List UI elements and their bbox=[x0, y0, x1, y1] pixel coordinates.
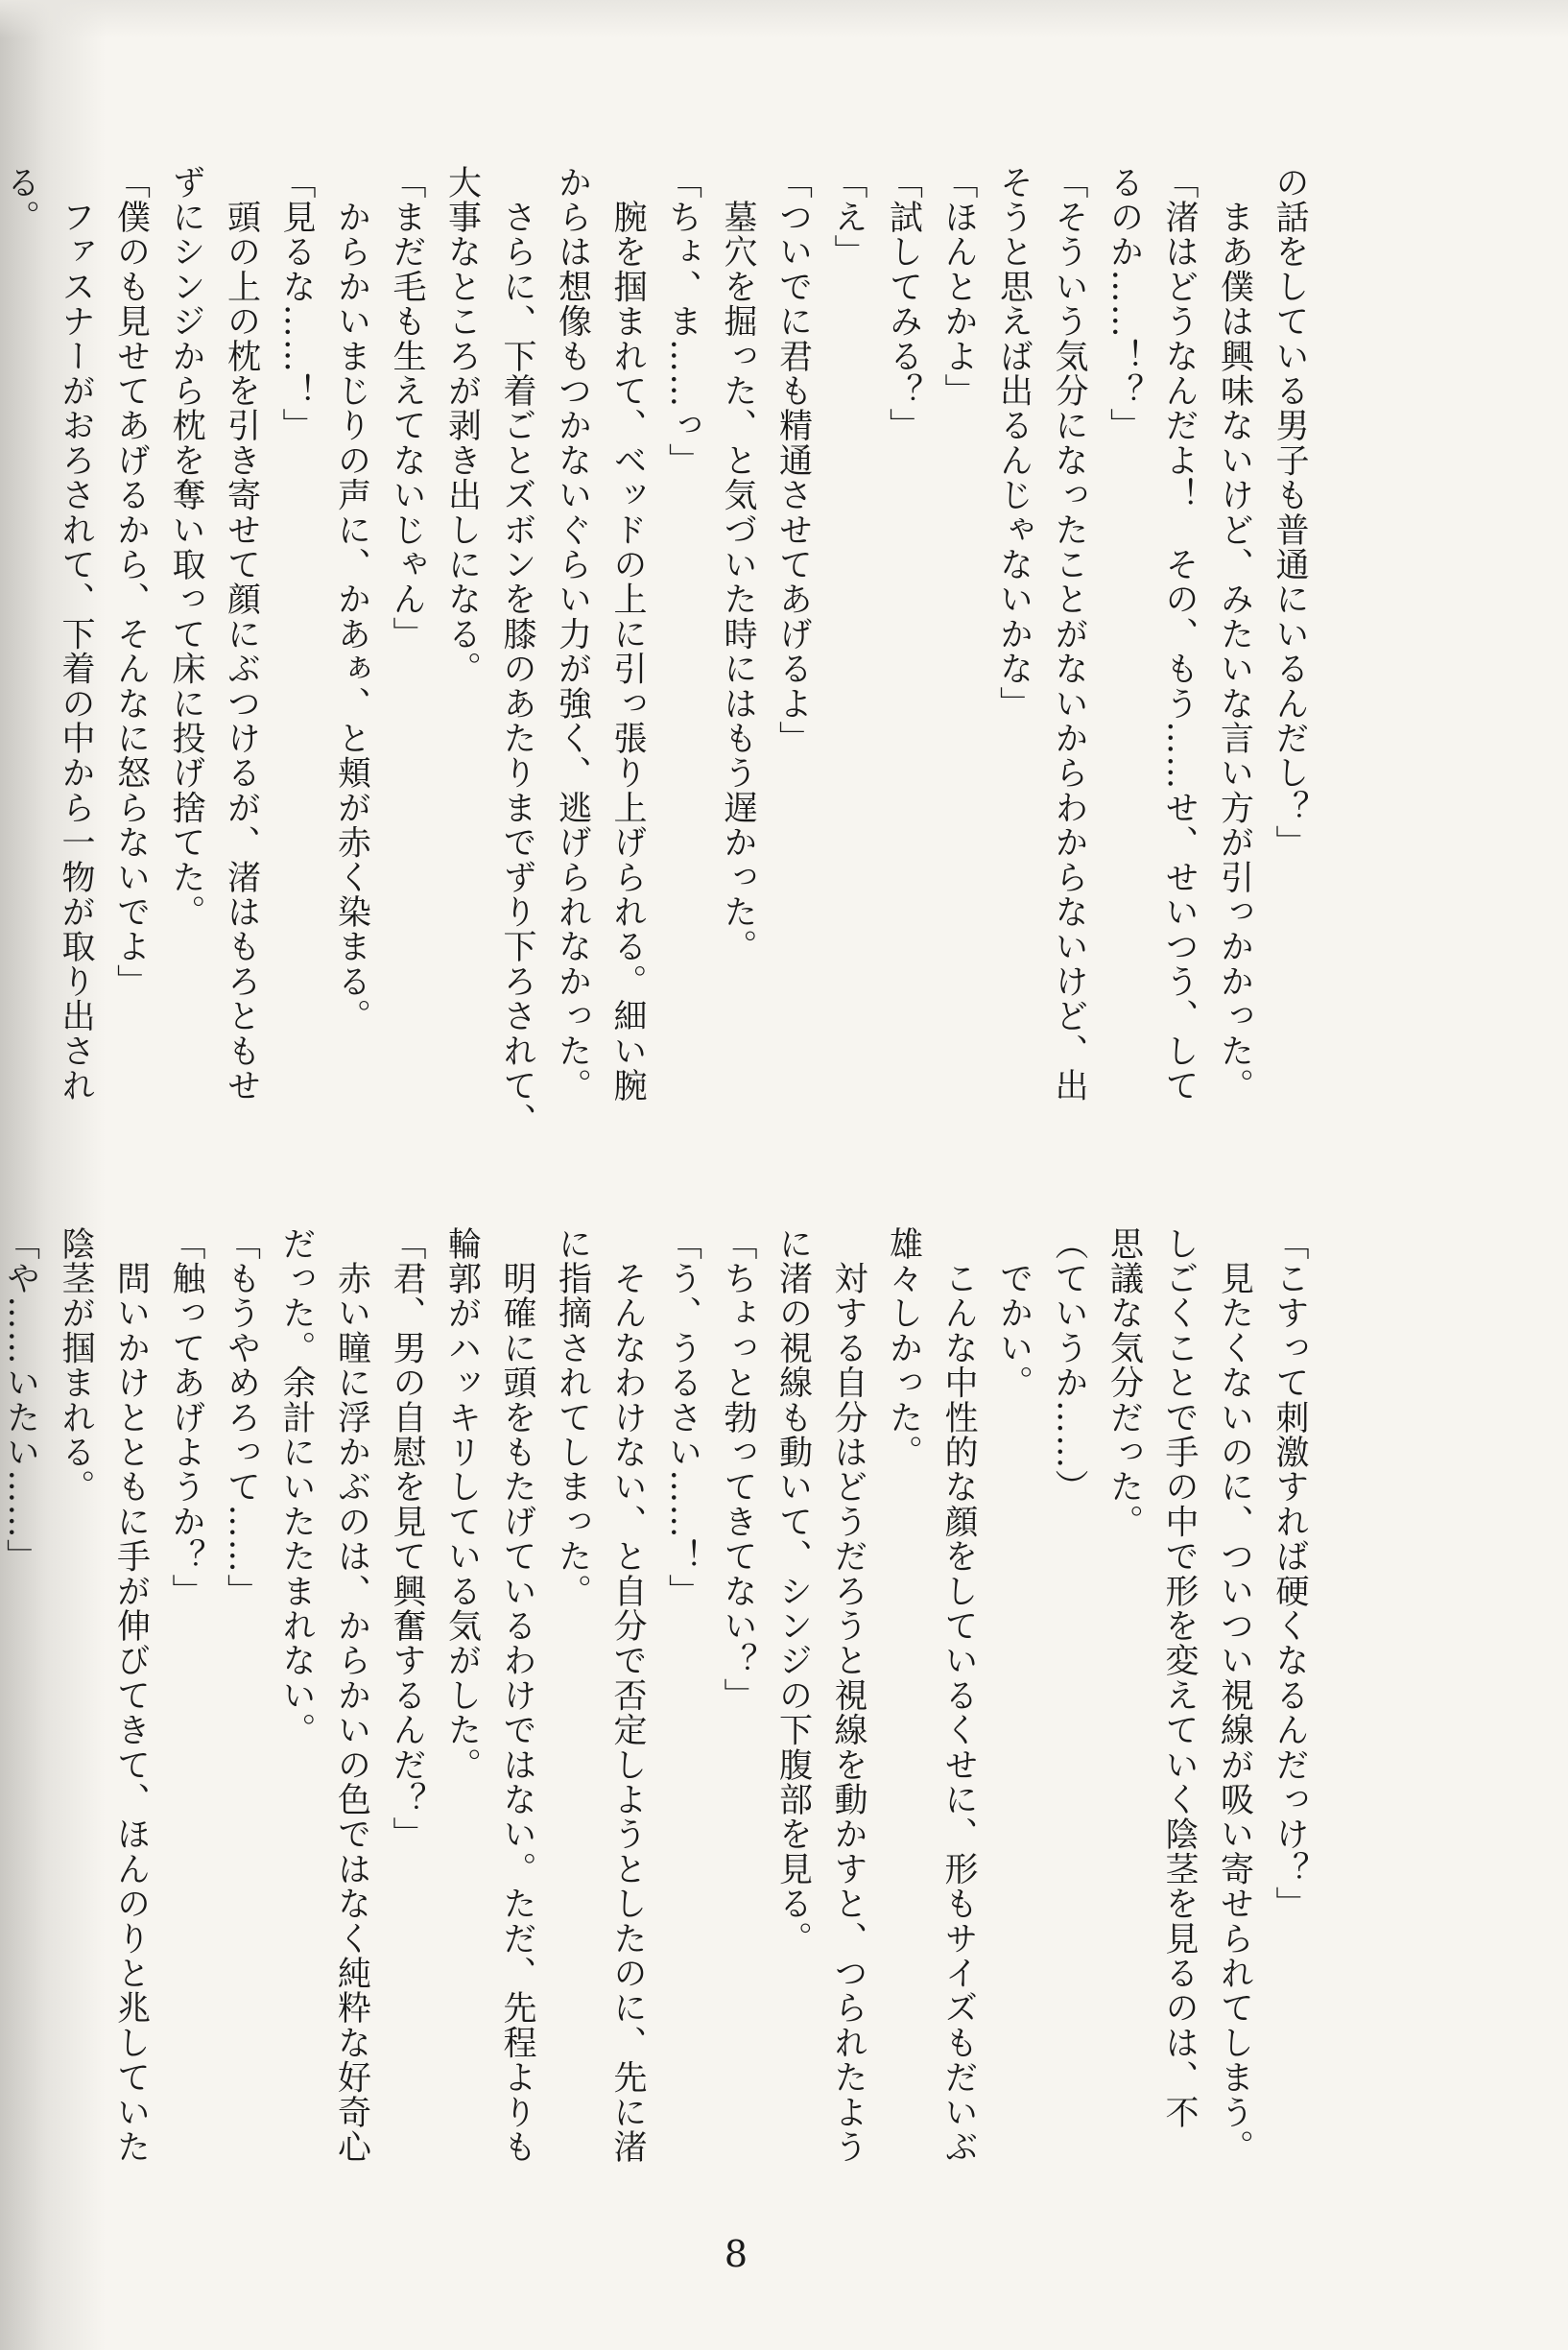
text-line: だった。余計にいたたまれない。 bbox=[277, 1226, 316, 1747]
text-line: こんな中性的な顔をしているくせに、形もサイズもだいぶ bbox=[939, 1226, 978, 2165]
text-line: 「君、男の自慰を見て興奮するんだ？」 bbox=[388, 1226, 426, 1852]
text-line: でかい。 bbox=[994, 1226, 1033, 1400]
text-line: （ていうか……） bbox=[1050, 1226, 1088, 1505]
text-line: 「触ってあげようか？」 bbox=[167, 1226, 205, 1609]
text-line: 「ついでに君も精通させてあげるよ」 bbox=[773, 165, 813, 756]
text-line: まあ僕は興味ないけど、みたいな言い方が引っかかった。 bbox=[1215, 165, 1254, 1104]
text-line: 「う、うるさい……！」 bbox=[663, 1226, 702, 1609]
text-line: からは想像もつかないぐらい力が強く、逃げられなかった。 bbox=[553, 165, 592, 1104]
text-line: 陰茎が掴まれる。 bbox=[57, 1226, 95, 1505]
page-number: 8 bbox=[724, 2233, 748, 2275]
text-line: 大事なところが剥き出しになる。 bbox=[442, 165, 482, 686]
text-line: しごくことで手の中で形を変えていく陰茎を見るのは、不 bbox=[1160, 1226, 1199, 2130]
text-line: 雄々しかった。 bbox=[884, 1226, 923, 1470]
text-line: に指摘されてしまった。 bbox=[553, 1226, 592, 1609]
lower-text-column-block bbox=[0, 1226, 1317, 2215]
text-line: 「こすって刺激すれば硬くなるんだっけ？」 bbox=[1271, 1226, 1309, 1921]
text-line: 「や……いたい……」 bbox=[1, 1226, 40, 1574]
text-line: ずにシンジから枕を奪い取って床に投げ捨てた。 bbox=[167, 165, 205, 930]
text-line: からかいまじりの声に、かあぁ、と頬が赤く染まる。 bbox=[332, 165, 371, 1033]
text-line: 「試してみる？」 bbox=[884, 165, 923, 443]
text-line: 対する自分はどうだろうと視線を動かすと、つられたよう bbox=[829, 1226, 867, 2165]
text-line: 明確に頭をもたげているわけではない。ただ、先程よりも bbox=[498, 1226, 536, 2165]
text-line: 「まだ毛も生えてないじゃん」 bbox=[388, 165, 426, 652]
text-line: 「え」 bbox=[829, 165, 867, 270]
text-line: そうと思えば出るんじゃないかな」 bbox=[994, 165, 1033, 722]
text-line: る。 bbox=[1, 165, 40, 235]
text-line: 墓穴を掘った、と気づいた時にはもう遅かった。 bbox=[719, 165, 757, 964]
text-line: 「僕のも見せてあげるから、そんなに怒らないでよ」 bbox=[111, 165, 151, 999]
text-line: 腕を掴まれて、ベッドの上に引っ張り上げられる。細い腕 bbox=[608, 165, 647, 1104]
text-line: 問いかけとともに手が伸びてきて、ほんのりと兆していた bbox=[111, 1226, 151, 2165]
text-line: 頭の上の枕を引き寄せて顔にぶつけるが、渚はもろともせ bbox=[222, 165, 261, 1104]
text-line: 「ちょっと勃ってきてない？」 bbox=[719, 1226, 757, 1713]
text-line: 思議な気分だった。 bbox=[1105, 1226, 1144, 1539]
page-top-shadow bbox=[0, 0, 1568, 38]
text-line: ファスナーがおろされて、下着の中から一物が取り出され bbox=[57, 165, 95, 1104]
text-line: 「見るな……！」 bbox=[277, 165, 316, 443]
text-line: るのか……！？」 bbox=[1105, 165, 1144, 443]
text-line: 「もうやめろって……」 bbox=[222, 1226, 261, 1609]
text-line: 「そういう気分になったことがないからわからないけど、出 bbox=[1050, 165, 1088, 1104]
text-line: そんなわけない、と自分で否定しようとしたのに、先に渚 bbox=[608, 1226, 647, 2165]
text-line: 「ほんとかよ」 bbox=[939, 165, 978, 409]
upper-text-column-block bbox=[0, 165, 1317, 1153]
text-line: 赤い瞳に浮かぶのは、からかいの色ではなく純粋な好奇心 bbox=[332, 1226, 371, 2165]
text-line: 「ちょ、ま……っ」 bbox=[663, 165, 702, 478]
text-line: 見たくないのに、ついつい視線が吸い寄せられてしまう。 bbox=[1215, 1226, 1254, 2165]
text-line: の話をしている男子も普通にいるんだし？」 bbox=[1271, 165, 1309, 860]
text-line: 「渚はどうなんだよ！ その、もう……せ、せいつう、して bbox=[1160, 165, 1199, 1104]
text-line: に渚の視線も動いて、シンジの下腹部を見る。 bbox=[773, 1226, 813, 1957]
text-line: さらに、下着ごとズボンを膝のあたりまでずり下ろされて、 bbox=[498, 165, 536, 1138]
text-line: 輪郭がハッキリしている気がした。 bbox=[442, 1226, 482, 1783]
